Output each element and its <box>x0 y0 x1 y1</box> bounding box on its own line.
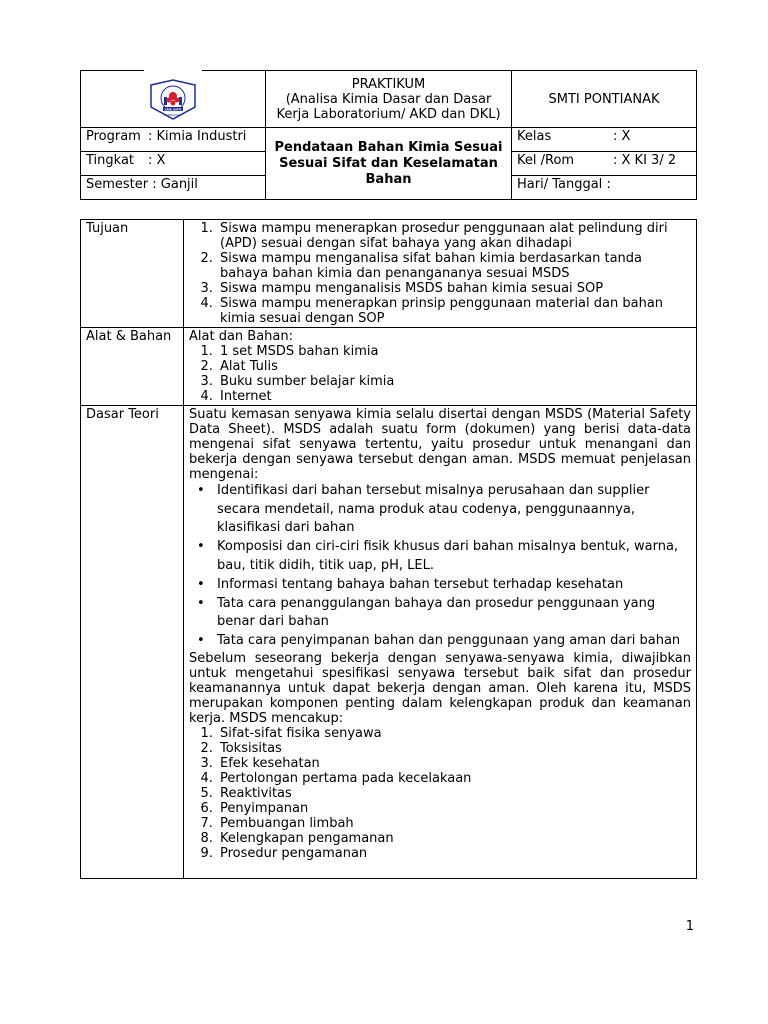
header-table <box>80 70 697 200</box>
list-item: 6. Penyimpanan <box>217 801 691 816</box>
teori-content <box>184 406 697 879</box>
program-cell: Program : Kimia Industri <box>81 128 266 152</box>
alat-intro: Alat dan Bahan: <box>189 329 293 344</box>
praktikum-subtitle: (Analisa Kimia Dasar dan Dasar Kerja Laboratorium/ AKD dan DKL) <box>276 91 501 122</box>
list-item: 1. Siswa mampu menerapkan prosedur penggunaan alat pelindung diri (APD) sesuai dengan sifat bahaya yang akan dihadapi <box>217 221 691 251</box>
alat-list <box>189 344 691 404</box>
tujuan-content <box>184 220 697 328</box>
kelrom-cell: Kel /Rom : X KI 3/ 2 <box>512 152 697 176</box>
praktikum-cell <box>266 71 512 128</box>
school-logo-icon <box>143 77 203 121</box>
teori-label: Dasar Teori <box>81 406 184 879</box>
list-item: 9. Prosedur pengamanan <box>217 846 691 861</box>
list-item: • Komposisi dan ciri-ciri fisik khusus dari bahan misalnya bentuk, warna, bau, titik didih, titik uap, pH, LEL. <box>217 538 691 575</box>
list-item: 4. Siswa mampu menerapkan prinsip penggunaan material dan bahan kimia sesuai dengan SOP <box>217 296 691 326</box>
praktikum-title: PRAKTIKUM <box>351 76 426 92</box>
list-item: 1. 1 set MSDS bahan kimia <box>217 344 691 359</box>
teori-paragraph-2: Sebelum seseorang bekerja dengan senyawa-senyawa kimia, diwajibkan untuk mengetahui spesifikasi senyawa tersebut baik sifat dan prosedur keamanannya untuk dapat bekerja dengan aman. Oleh karena itu, MSDS merupakan komponen penting dalam kelengkapan produk dan keamanan kerja. MSDS mencakup: <box>189 651 691 726</box>
teori-paragraph-1: Suatu kemasan senyawa kimia selalu disertai dengan MSDS (Material Safety Data Sheet). MSDS adalah suatu form (dokumen) yang berisi data-data mengenai sifat senyawa tertentu, yaitu prosedur untuk menangani dan bekerja dengan senyawa tersebut dengan aman. MSDS memuat penjelasan mengenai: <box>189 407 691 482</box>
list-item: 3. Efek kesehatan <box>217 756 691 771</box>
logo-cell <box>81 71 266 128</box>
teori-bullets <box>189 482 691 651</box>
list-item: • Tata cara penyimpanan bahan dan penggunaan yang aman dari bahan <box>217 632 691 651</box>
alat-label: Alat & Bahan <box>81 328 184 406</box>
list-item: • Tata cara penanggulangan bahaya dan prosedur penggunaan yang benar dari bahan <box>217 595 691 632</box>
semester-cell: Semester : Ganjil <box>81 176 266 200</box>
list-item: • Informasi tentang bahaya bahan tersebut terhadap kesehatan <box>217 576 691 595</box>
list-item: • Identifikasi dari bahan tersebut misalnya perusahaan dan supplier secara mendetail, nama produk atau codenya, penggunaannya, klasifikasi dari bahan <box>217 482 691 538</box>
list-item: 1. Sifat-sifat fisika senyawa <box>217 726 691 741</box>
school-name: SMTI PONTIANAK <box>512 71 697 128</box>
alat-content <box>184 328 697 406</box>
list-item: 7. Pembuangan limbah <box>217 816 691 831</box>
kelas-cell: Kelas : X <box>512 128 697 152</box>
list-item: 3. Buku sumber belajar kimia <box>217 374 691 389</box>
list-item: 4. Pertolongan pertama pada kecelakaan <box>217 771 691 786</box>
hari-cell: Hari/ Tanggal : <box>512 176 697 200</box>
teori-list <box>189 726 691 861</box>
list-item: 4. Internet <box>217 389 691 404</box>
list-item: 2. Toksisitas <box>217 741 691 756</box>
tujuan-label: Tujuan <box>81 220 184 328</box>
tingkat-cell: Tingkat : X <box>81 152 266 176</box>
list-item: 8. Kelengkapan pengamanan <box>217 831 691 846</box>
list-item: 2. Alat Tulis <box>217 359 691 374</box>
svg-text:PONTIANAK: PONTIANAK <box>164 113 182 117</box>
list-item: 5. Reaktivitas <box>217 786 691 801</box>
svg-text:SMK SMTI: SMK SMTI <box>164 107 182 112</box>
page-number: 1 <box>685 919 694 934</box>
list-item: 2. Siswa mampu menganalisa sifat bahan kimia berdasarkan tanda bahaya bahan kimia dan penangananya sesuai MSDS <box>217 251 691 281</box>
tujuan-list <box>189 221 691 326</box>
content-table <box>80 219 697 879</box>
list-item: 3. Siswa mampu menganalisis MSDS bahan kimia sesuai SOP <box>217 281 691 296</box>
topic-title: Pendataan Bahan Kimia Sesuai Sesuai Sifat dan Keselamatan Bahan <box>266 128 512 200</box>
